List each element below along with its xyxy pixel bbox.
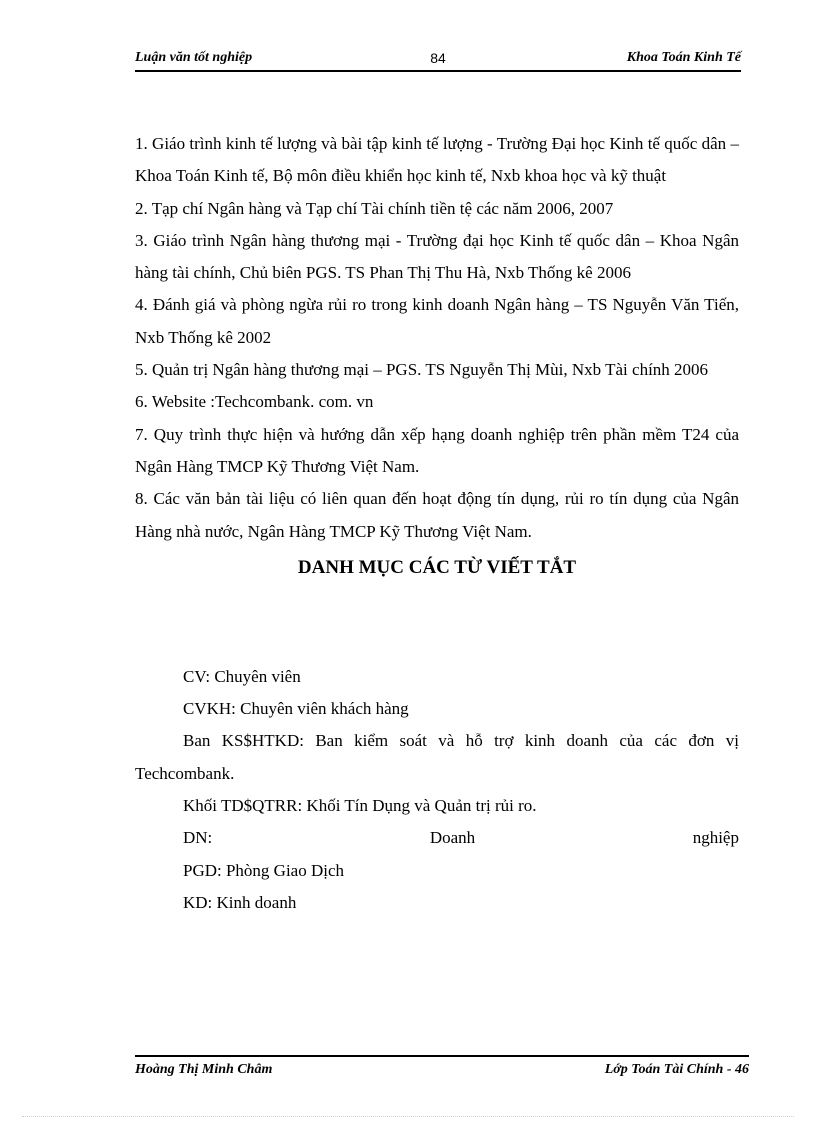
header-faculty: Khoa Toán Kinh Tế — [626, 50, 741, 65]
abbreviation-item: KD: Kinh doanh — [183, 892, 297, 912]
abbreviation-word: Doanh — [429, 828, 476, 848]
header-thesis-title: Luận văn tốt nghiệp — [135, 50, 253, 65]
abbreviation-item: Khối TD$QTRR: Khối Tín Dụng và Quản trị rủi ro. — [183, 796, 537, 816]
reference-item: 1. Giáo trình kinh tế lượng và bài tập kinh tế lượng - Trường Đại học Kinh tế quốc dân – Khoa Toán Kinh tế, Bộ môn điều khiển học kinh tế, Nxb khoa học và kỹ thuật — [135, 134, 739, 186]
reference-item: 8. Các văn bản tài liệu có liên quan đến hoạt động tín dụng, rủi ro tín dụng của Ngân Hàng nhà nước, Ngân Hàng TMCP Kỹ Thương Việt Nam. — [135, 489, 739, 541]
footer-class: Lớp Toán Tài Chính - 46 — [604, 1062, 749, 1077]
abbreviation-code: DN: — [183, 828, 213, 848]
page-edge-divider — [22, 1116, 794, 1117]
abbreviations-title: DANH MỤC CÁC TỪ VIẾT TẮT — [297, 556, 577, 578]
reference-item: 7. Quy trình thực hiện và hướng dẫn xếp hạng doanh nghiệp trên phần mềm T24 của Ngân Hàng TMCP Kỹ Thương Việt Nam. — [135, 424, 739, 476]
footer-author: Hoàng Thị Minh Châm — [135, 1062, 273, 1077]
abbreviation-list — [135, 661, 739, 919]
abbreviation-item: CVKH: Chuyên viên khách hàng — [183, 699, 409, 719]
reference-item: 2. Tạp chí Ngân hàng và Tạp chí Tài chính tiền tệ các năm 2006, 2007 — [135, 198, 614, 218]
reference-item: 4. Đánh giá và phòng ngừa rủi ro trong kinh doanh Ngân hàng – TS Nguyễn Văn Tiến, Nxb Thống kê 2002 — [135, 295, 739, 347]
page-body — [135, 128, 739, 919]
reference-item: 6. Website :Techcombank. com. vn — [135, 392, 374, 412]
abbreviation-word: nghiệp — [692, 828, 739, 848]
page-number: 84 — [430, 50, 446, 66]
abbreviation-item: PGD: Phòng Giao Dịch — [183, 860, 345, 880]
page-footer — [135, 1055, 749, 1077]
reference-item: 3. Giáo trình Ngân hàng thương mại - Trường đại học Kinh tế quốc dân – Khoa Ngân hàng tài chính, Chủ biên PGS. TS Phan Thị Thu Hà, Nxb Thống kê 2006 — [135, 230, 739, 283]
abbreviation-item: Ban KS$HTKD: Ban kiểm soát và hỗ trợ kinh doanh của các đơn vị Techcombank. — [135, 731, 739, 783]
reference-item: 5. Quản trị Ngân hàng thương mại – PGS. TS Nguyễn Thị Mùi, Nxb Tài chính 2006 — [135, 360, 709, 380]
abbreviation-item: CV: Chuyên viên — [183, 666, 301, 686]
reference-list — [135, 128, 739, 548]
abbreviation-item-dn — [135, 822, 739, 854]
page-header — [135, 50, 741, 72]
